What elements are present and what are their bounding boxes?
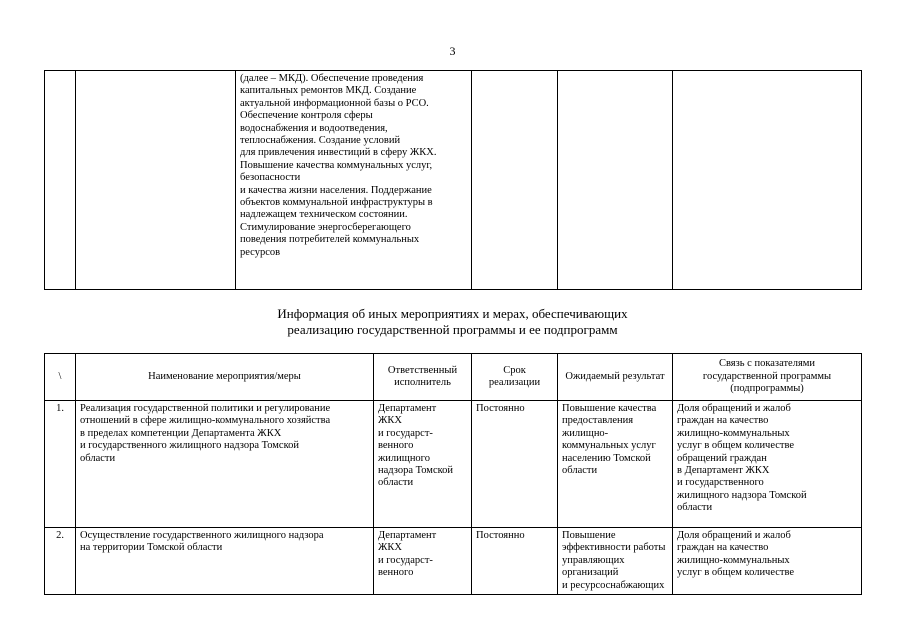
row-name: Осуществление государственного жилищного надзора на территории Томской области [76, 528, 374, 595]
row-number: 1. [45, 401, 76, 528]
header-executor: Ответственный исполнитель [374, 354, 472, 401]
continued-table [44, 70, 862, 290]
row-executor: Департамент ЖКХ и государст- венного [374, 528, 472, 595]
table-cell [673, 71, 862, 290]
table-cell [558, 71, 673, 290]
table-row [45, 401, 862, 528]
measures-table [44, 353, 862, 595]
header-link: Связь с показателями государственной программы (подпрограммы) [673, 354, 862, 401]
table-cell [472, 71, 558, 290]
header-number: \ [45, 354, 76, 401]
page-number: 3 [449, 44, 456, 58]
table-row [45, 528, 862, 595]
header-term: Срок реализации [472, 354, 558, 401]
header-name: Наименование мероприятия/меры [76, 354, 374, 401]
section-title: Информация об иных мероприятиях и мерах, обеспечивающих реализацию государственной программы и ее подпрограмм [277, 306, 628, 337]
row-result: Повышение качества предоставления жилищно- коммунальных услуг населению Томской области [558, 401, 673, 528]
table-header-row [45, 354, 862, 401]
goals-description: (далее – МКД). Обеспечение проведения капитальных ремонтов МКД. Создание актуальной информационной базы о РСО. Обеспечение контроля сферы водоснабжения и водоотведения, теплоснабжения. Создание условий для привлечения инвестиций в сферу ЖКХ. Повышение качества коммунальных услуг, безопасности и качества жизни населения. Поддержание объектов коммунальной инфраструктуры в надлежащем техническом состоянии. Стимулирование энергосберегающего поведения потребителей коммунальных ресурсов [236, 71, 472, 290]
row-name: Реализация государственной политики и регулирование отношений в сфере жилищно-коммунального хозяйства в пределах компетенции Департамента ЖКХ и государственного жилищного надзора Томской области [76, 401, 374, 528]
row-link: Доля обращений и жалоб граждан на качество жилищно-коммунальных услуг в общем количестве [673, 528, 862, 595]
table-cell [76, 71, 236, 290]
row-number: 2. [45, 528, 76, 595]
header-result: Ожидаемый результат [558, 354, 673, 401]
row-result: Повышение эффективности работы управляющих организаций и ресурсоснабжающих [558, 528, 673, 595]
row-term: Постоянно [472, 401, 558, 528]
table-cell [45, 71, 76, 290]
row-link: Доля обращений и жалоб граждан на качество жилищно-коммунальных услуг в общем количестве обращений граждан в Департамент ЖКХ и государственного жилищного надзора Томской области [673, 401, 862, 528]
table-row [45, 71, 862, 290]
row-executor: Департамент ЖКХ и государст- венного жилищного надзора Томской области [374, 401, 472, 528]
row-term: Постоянно [472, 528, 558, 595]
